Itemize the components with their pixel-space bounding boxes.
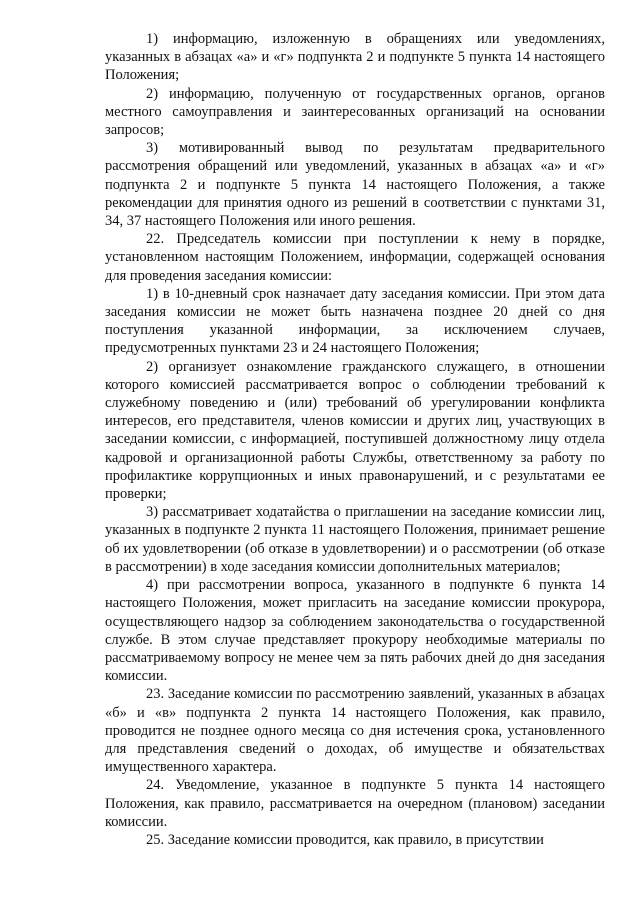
paragraph-clause-22-subitem-4: 4) при рассмотрении вопроса, указанного в подпункте 6 пункта 14 настоящего Положения, может пригласить на заседание комиссии прокурора, осуществляющего надзор за соблюдением законодательства о государственной службе. В этом случае представляет прокурору необходимые материалы по рассматриваемому вопросу не менее чем за пять рабочих дней до дня заседания комиссии. xyxy=(105,577,605,685)
paragraph-clause-22: 22. Председатель комиссии при поступлении к нему в порядке, установленном настоящим Положением, информации, содержащей основания для проведения заседания комиссии: xyxy=(105,231,605,284)
paragraph-subitem-3-conclusion: 3) мотивированный вывод по результатам предварительного рассмотрения обращений или уведомлений, указанных в абзацах «а» и «г» подпункта 2 и подпункте 5 пункта 14 настоящего Положения, а также рекомендации для принятия одного из решений в соответствии с пунктами 31, 34, 37 настоящего Положения или иного решения. xyxy=(105,140,605,230)
paragraph-clause-24: 24. Уведомление, указанное в подпункте 5 пункта 14 настоящего Положения, как правило, рассматривается на очередном (плановом) заседании комиссии. xyxy=(105,777,605,830)
paragraph-clause-22-subitem-3: 3) рассматривает ходатайства о приглашении на заседание комиссии лиц, указанных в подпункте 2 пункта 11 настоящего Положения, принимает решение об их удовлетворении (об отказе в удовлетворении) и о рассмотрении (об отказе в рассмотрении) в ходе заседания комиссии дополнительных материалов; xyxy=(105,504,605,575)
document-body xyxy=(105,30,605,849)
paragraph-subitem-1-information: 1) информацию, изложенную в обращениях или уведомлениях, указанных в абзацах «а» и «г» подпункта 2 и подпункте 5 пункта 14 настоящего Положения; xyxy=(105,31,605,84)
paragraph-clause-22-subitem-1: 1) в 10-дневный срок назначает дату заседания комиссии. При этом дата заседания комиссии не может быть назначена позднее 20 дней со дня поступления указанной информации, за исключением случаев, предусмотренных пунктами 23 и 24 настоящего Положения; xyxy=(105,285,605,357)
paragraph-clause-25: 25. Заседание комиссии проводится, как правило, в присутствии xyxy=(146,831,544,848)
paragraph-clause-22-subitem-2: 2) организует ознакомление гражданского служащего, в отношении которого комиссией рассматривается вопрос о соблюдении требований к служебному поведению и (или) требований об урегулировании конфликта интересов, его представителя, членов комиссии и других лиц, участвующих в заседании комиссии, с информацией, поступившей должностному лицу отдела кадровой и организационной работы Службы, ответственному за работу по профилактике коррупционных и иных правонарушений, и с результатами ее проверки; xyxy=(105,358,605,503)
paragraph-clause-23: 23. Заседание комиссии по рассмотрению заявлений, указанных в абзацах «б» и «в» подпункта 2 пункта 14 настоящего Положения, как правило, проводится не позднее одного месяца со дня истечения срока, установленного для представления сведений о доходах, об имуществе и обязательствах имущественного характера. xyxy=(105,686,605,776)
paragraph-subitem-2-information: 2) информацию, полученную от государственных органов, органов местного самоуправления и заинтересованных организаций на основании запросов; xyxy=(105,85,605,139)
